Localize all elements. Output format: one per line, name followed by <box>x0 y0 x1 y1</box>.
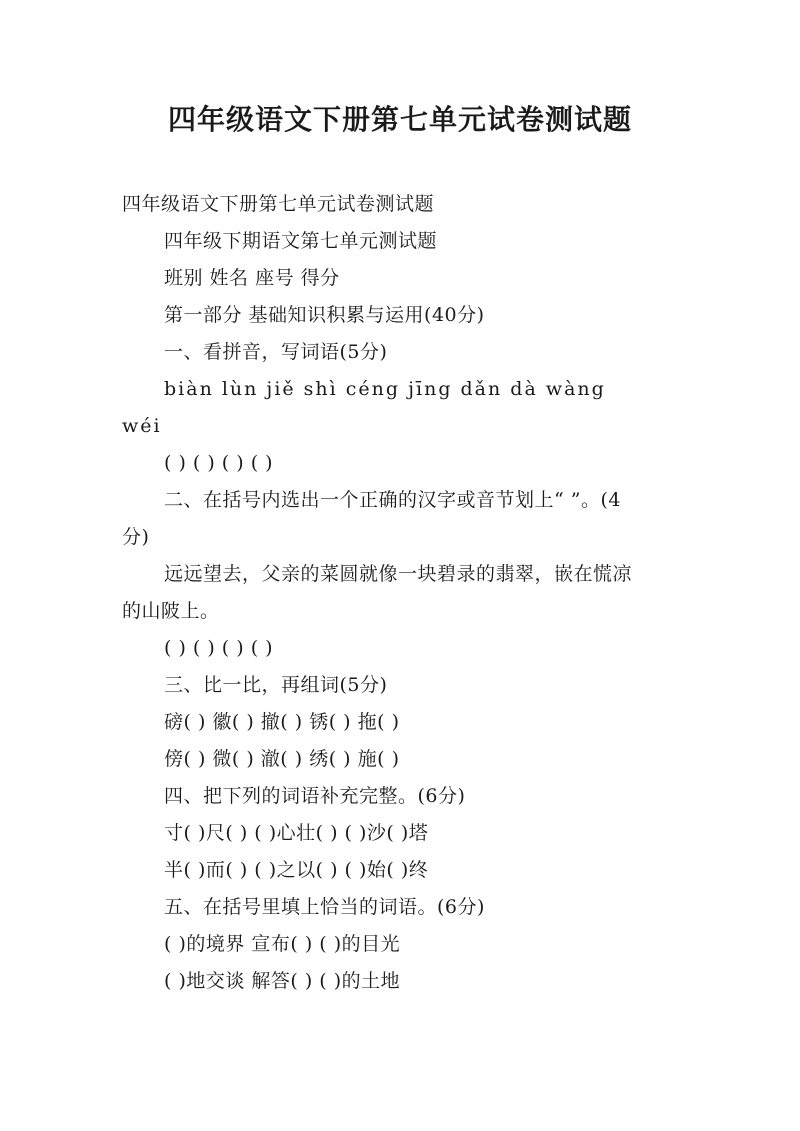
document-line: 班别 姓名 座号 得分 <box>164 267 340 289</box>
document-line: 的山陂上。 <box>122 600 220 622</box>
document-line: 磅( ) 徽( ) 撤( ) 锈( ) 拖( ) <box>164 711 400 733</box>
document-line: 分) <box>122 526 150 548</box>
document-line: 四年级下期语文第七单元测试题 <box>164 230 438 252</box>
document-line: 三、比一比，再组词(5分) <box>164 674 388 696</box>
document-line: ( )地交谈 解答( ) ( )的土地 <box>164 970 401 992</box>
document-line: wéi <box>122 415 162 437</box>
document-line: 半( )而( ) ( )之以( ) ( )始( )终 <box>164 859 429 881</box>
document-line: biàn lùn jiě shì céng jīng dǎn dà wàng <box>164 378 606 400</box>
document-line: ( )的境界 宣布( ) ( )的目光 <box>164 933 401 955</box>
document-title: 四年级语文下册第七单元试卷测试题 <box>167 103 632 136</box>
document-line: 第一部分 基础知识积累与运用(40分) <box>164 304 485 326</box>
document-line: 远远望去，父亲的菜圆就像一块碧录的翡翠，嵌在慌凉 <box>164 563 633 585</box>
document-line: 四、把下列的词语补充完整。(6分) <box>164 785 466 807</box>
document-line: 寸( )尺( ) ( )心壮( ) ( )沙( )塔 <box>164 822 429 844</box>
document-line: ( ) ( ) ( ) ( ) <box>164 637 274 659</box>
document-line: 五、在括号里填上恰当的词语。(6分) <box>164 896 485 918</box>
document-line: 四年级语文下册第七单元试卷测试题 <box>122 193 435 215</box>
document-line: 一、看拼音，写词语(5分) <box>164 341 388 363</box>
document-line: 二、在括号内选出一个正确的汉字或音节划上“ ”。(4 <box>164 489 621 511</box>
document-line: 傍( ) 微( ) 澈( ) 绣( ) 施( ) <box>164 748 400 770</box>
document-line: ( ) ( ) ( ) ( ) <box>164 452 274 474</box>
document-body <box>122 186 682 1000</box>
